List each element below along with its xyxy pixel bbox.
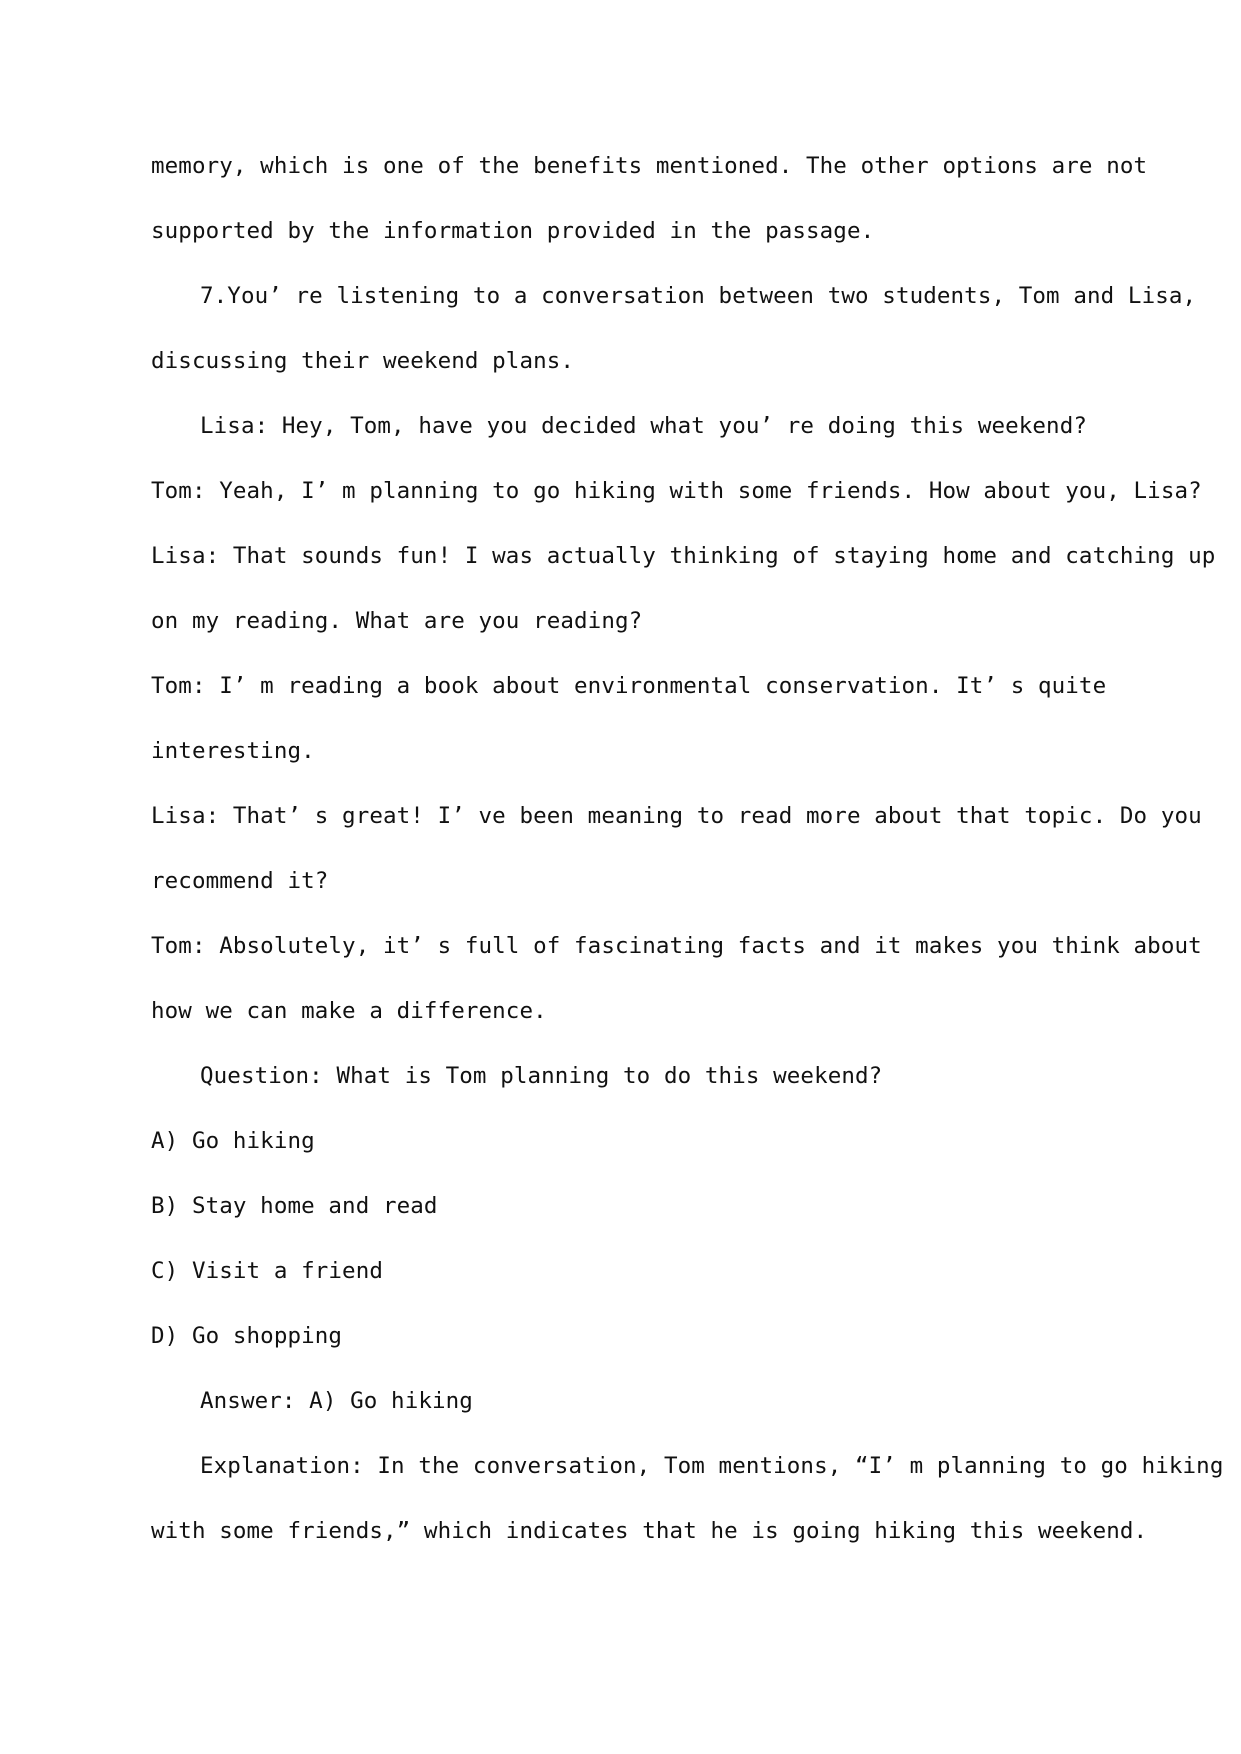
option-d: D) Go shopping [151,1323,343,1349]
question-stem-line: 7.You’ re listening to a conversation between two students, Tom and Lisa, [200,283,1197,309]
dialogue-line: Lisa: Hey, Tom, have you decided what you’ re doing this weekend? [200,413,1087,439]
dialogue-line: Tom: Absolutely, it’ s full of fascinating facts and it makes you think about [151,933,1202,959]
text-line: supported by the information provided in the passage. [151,218,875,244]
explanation-line: Explanation: In the conversation, Tom mentions, “I’ m planning to go hiking [200,1453,1224,1479]
dialogue-line: Lisa: That sounds fun! I was actually thinking of staying home and catching up [151,543,1216,569]
question-line: Question: What is Tom planning to do this weekend? [200,1063,883,1089]
option-c: C) Visit a friend [151,1258,383,1284]
dialogue-line: Tom: I’ m reading a book about environmental conservation. It’ s quite [151,673,1107,699]
text-line: memory, which is one of the benefits mentioned. The other options are not [151,153,1148,179]
text-line: discussing their weekend plans. [151,348,575,374]
dialogue-line: interesting. [151,738,315,764]
dialogue-line: on my reading. What are you reading? [151,608,643,634]
dialogue-line: how we can make a difference. [151,998,547,1024]
dialogue-line: Lisa: That’ s great! I’ ve been meaning to read more about that topic. Do you [151,803,1202,829]
explanation-line: with some friends,” which indicates that he is going hiking this weekend. [151,1518,1148,1544]
option-a: A) Go hiking [151,1128,315,1154]
option-b: B) Stay home and read [151,1193,438,1219]
answer-line: Answer: A) Go hiking [200,1388,473,1414]
dialogue-line: recommend it? [151,868,329,894]
dialogue-line: Tom: Yeah, I’ m planning to go hiking with some friends. How about you, Lisa? [151,478,1202,504]
